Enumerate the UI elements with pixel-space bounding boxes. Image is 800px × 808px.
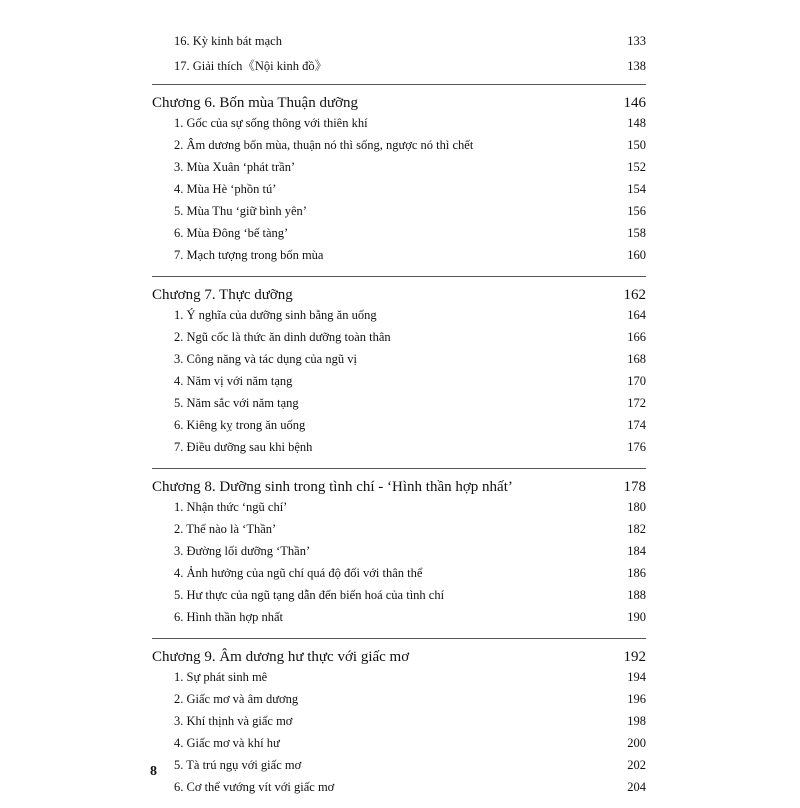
toc-chapter-block: [152, 34, 646, 85]
toc-item: [152, 692, 646, 714]
toc-item-page: 194: [627, 670, 646, 684]
toc-item: [152, 308, 646, 330]
toc-item-page: 166: [627, 330, 646, 344]
toc-item-title: 4. Giấc mơ và khí hư: [174, 736, 280, 750]
toc-item-page: 164: [627, 308, 646, 322]
toc-item-title: 1. Gốc của sự sống thông với thiên khí: [174, 116, 368, 130]
chapter-page: 192: [623, 649, 646, 665]
toc-item: [152, 758, 646, 780]
toc-item: [152, 34, 646, 56]
toc-item: [152, 182, 646, 204]
toc-item: [152, 116, 646, 138]
chapter-title: Chương 8. Dưỡng sinh trong tình chí - ‘Hình thần hợp nhất’: [152, 479, 513, 495]
toc-item-page: 138: [627, 59, 646, 73]
toc-item-title: 2. Ngũ cốc là thức ăn dinh dưỡng toàn thân: [174, 330, 391, 344]
toc-item-page: 172: [627, 396, 646, 410]
toc-item-title: 1. Ý nghĩa của dưỡng sinh bằng ăn uống: [174, 308, 377, 322]
toc-item-page: 182: [627, 522, 646, 536]
toc-item-page: 152: [627, 160, 646, 174]
toc-item: [152, 396, 646, 418]
toc-item: [152, 248, 646, 270]
toc-item-page: 204: [627, 780, 646, 794]
toc-item-title: 6. Kiêng kỵ trong ăn uống: [174, 418, 306, 432]
toc-item: [152, 204, 646, 226]
toc-item-title: 5. Năm sắc với năm tạng: [174, 396, 299, 410]
toc-item-page: 196: [627, 692, 646, 706]
chapter-page: 146: [623, 95, 646, 111]
toc-item: [152, 588, 646, 610]
toc-item-title: 2. Thế nào là ‘Thần’: [174, 522, 277, 536]
toc-item: [152, 160, 646, 182]
toc-chapter-block: [152, 639, 646, 808]
toc-item: [152, 522, 646, 544]
chapter-heading: [152, 469, 646, 500]
toc-item-title: 3. Công năng và tác dụng của ngũ vị: [174, 352, 357, 366]
toc-item: [152, 670, 646, 692]
toc-item-title: 5. Hư thực của ngũ tạng dẫn đến biến hoá của tình chí: [174, 588, 445, 602]
toc-item-title: 4. Năm vị với năm tạng: [174, 374, 293, 388]
toc-item-page: 186: [627, 566, 646, 580]
toc-item-page: 202: [627, 758, 646, 772]
toc-item-title: 17. Giải thích《Nội kinh đồ》: [174, 59, 328, 73]
toc-chapter-block: [152, 469, 646, 639]
toc-item-title: 2. Giấc mơ và âm dương: [174, 692, 299, 706]
toc-item-title: 3. Đường lối dưỡng ‘Thần’: [174, 544, 311, 558]
toc-item-page: 180: [627, 500, 646, 514]
chapter-page: 162: [623, 287, 646, 303]
toc-item-title: 3. Khí thịnh và giấc mơ: [174, 714, 293, 728]
toc-item: [152, 138, 646, 160]
toc-item-page: 154: [627, 182, 646, 196]
toc-item-title: 4. Mùa Hè ‘phồn tú’: [174, 182, 277, 196]
toc-item: [152, 418, 646, 440]
toc-item-page: 170: [627, 374, 646, 388]
toc-item-title: 5. Mùa Thu ‘giữ bình yên’: [174, 204, 307, 218]
toc-item-title: 7. Điều dưỡng sau khi bệnh: [174, 440, 313, 454]
toc-item-page: 198: [627, 714, 646, 728]
toc-item-page: 150: [627, 138, 646, 152]
toc-item-page: 158: [627, 226, 646, 240]
page-number: 8: [150, 764, 157, 779]
toc-item: [152, 56, 646, 78]
toc-item: [152, 566, 646, 588]
toc-item: [152, 780, 646, 802]
toc-item: [152, 714, 646, 736]
toc-item-title: 1. Sự phát sinh mê: [174, 670, 268, 684]
table-of-contents: [152, 34, 646, 808]
chapter-heading: [152, 277, 646, 308]
toc-item-page: 156: [627, 204, 646, 218]
chapter-heading: [152, 639, 646, 670]
toc-item-title: 2. Âm dương bốn mùa, thuận nó thì sống, ngược nó thì chết: [174, 138, 474, 152]
toc-item-page: 184: [627, 544, 646, 558]
toc-item: [152, 544, 646, 566]
chapter-page: 178: [623, 479, 646, 495]
toc-item-page: 188: [627, 588, 646, 602]
toc-item: [152, 226, 646, 248]
toc-item-title: 6. Cơ thể vướng vít với giấc mơ: [174, 780, 335, 794]
toc-item: [152, 374, 646, 396]
chapter-title: Chương 7. Thực dưỡng: [152, 287, 293, 303]
toc-chapter-block: [152, 85, 646, 277]
toc-item-page: 148: [627, 116, 646, 130]
toc-item: [152, 736, 646, 758]
toc-item-page: 160: [627, 248, 646, 262]
toc-item-page: 174: [627, 418, 646, 432]
toc-item: [152, 610, 646, 632]
chapter-heading: [152, 85, 646, 116]
toc-item-page: 200: [627, 736, 646, 750]
toc-item-title: 6. Hình thần hợp nhất: [174, 610, 284, 624]
toc-item-title: 6. Mùa Đông ‘bế tàng’: [174, 226, 289, 240]
toc-item-page: 190: [627, 610, 646, 624]
toc-item: [152, 352, 646, 374]
toc-item-page: 168: [627, 352, 646, 366]
toc-item-title: 5. Tà trú ngụ với giấc mơ: [174, 758, 302, 772]
toc-item: [152, 330, 646, 352]
toc-item-page: 133: [627, 34, 646, 48]
toc-item: [152, 500, 646, 522]
toc-item-title: 4. Ảnh hưởng của ngũ chí quá độ đối với thân thể: [174, 566, 423, 580]
chapter-title: Chương 9. Âm dương hư thực với giấc mơ: [152, 649, 410, 665]
toc-chapter-block: [152, 277, 646, 469]
toc-item-title: 7. Mạch tượng trong bốn mùa: [174, 248, 324, 262]
chapter-title: Chương 6. Bốn mùa Thuận dưỡng: [152, 95, 359, 111]
toc-item-page: 176: [627, 440, 646, 454]
toc-item-title: 1. Nhận thức ‘ngũ chí’: [174, 500, 288, 514]
toc-item-title: 16. Kỳ kinh bát mạch: [174, 34, 282, 48]
toc-item-title: 3. Mùa Xuân ‘phát trần’: [174, 160, 296, 174]
toc-item: [152, 440, 646, 462]
